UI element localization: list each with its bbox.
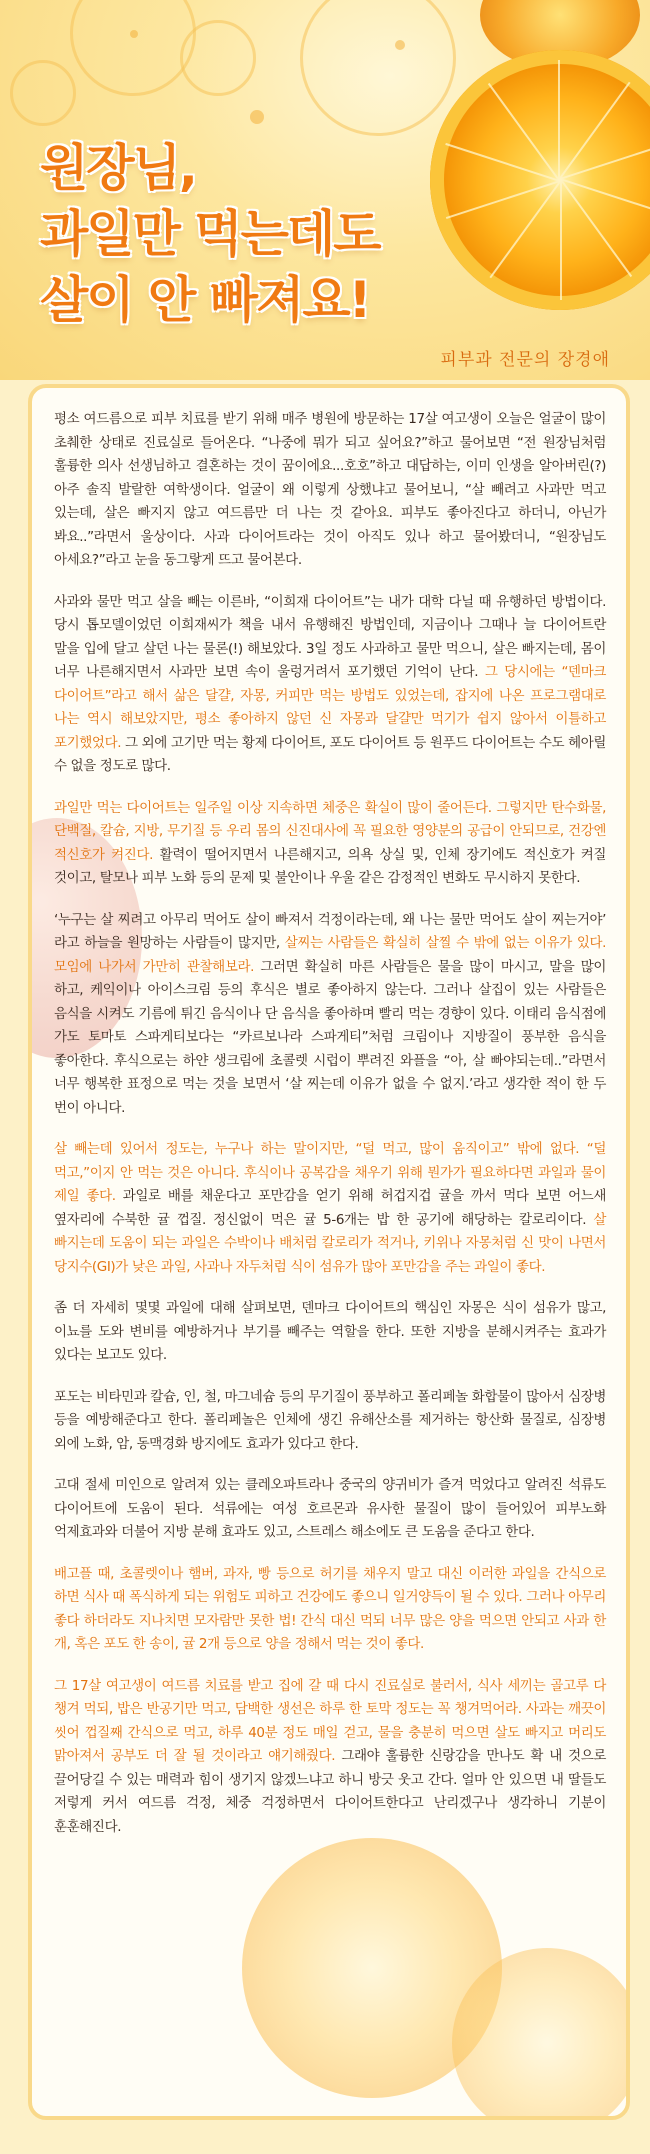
swirl-decoration: [300, 0, 456, 136]
highlighted-text: 그 당시에는 “덴마크 다이어트”라고 해서 삶은 달걀, 자몽, 커피만 먹는 방법도 있었는데, 잡지에 나온 프로그램대로 나는 역시 해보았지만, 평소 좋아하지 않던 신 자몽과 달걀만 먹기가 쉽지 않아서 이틀하고 포기했었다.: [54, 664, 606, 751]
page-title: [40, 135, 380, 333]
highlighted-text: 살 빠지는데 도움이 되는 과일은 수박이나 배처럼 칼로리가 적거나, 키위나 자몽처럼 신 맛이 나면서 당지수(GI)가 낮은 과일, 사과나 자두처럼 식이 섬유가 많아 포만감을 주는 과일이 좋다.: [54, 1211, 606, 1275]
highlighted-text: 과일만 먹는 다이어트는 일주일 이상 지속하면 체중은 확실이 많이 줄어든다. 그렇지만 탄수화물, 단백질, 칼슘, 지방, 무기질 등 우리 몸의 신진대사에 꼭 필요한 영양분의 공급이 안되므로, 건강엔 적신호가 켜진다.: [54, 799, 606, 863]
title-line-1: 원장님,: [40, 139, 196, 197]
highlighted-text: 살찌는 사람들은 확실히 살찔 수 밖에 없는 이유가 있다. 모임에 나가서 가만히 관찰해보라.: [54, 935, 607, 975]
paragraph-text: 포도는 비타민과 칼슘, 인, 철, 마그네슘 등의 무기질이 풍부하고 폴리페놀 화합물이 많아서 심장병 등을 예방해준다고 한다. 폴리페놀은 인체에 생긴 유해산소를 제거하는 항산화 물질로, 심장병 외에 노화, 암, 동맥경화 방지에도 효과가 있다고 한다.: [54, 1388, 606, 1452]
paragraph-text: 그러면 확실히 마른 사람들은 물을 많이 마시고, 말을 많이 하고, 케익이나 아이스크림 등의 후식은 별로 좋아하지 않는다. 그러나 살집이 있는 사람들은 음식을 시켜도 기름에 튀긴 음식이나 단 음식을 좋아하며 빨리 먹는 경향이 있다. 이태리 음식점에 가도 토마토 스파게티보다는 “카르보나라 스파게티”처럼 크림이나 지방질이 풍부한 음식을 좋아한다. 후식으로는 하얀 생크림에 초콜렛 시럽이 뿌려진 와플을 “아, 살 빠야되는데..”라면서 너무 행복한 표정으로 먹는 것을 보면서 ‘살 찌는데 이유가 없을 수 없지.’라고 생각한 적이 한 두 번이 아니다.: [54, 958, 607, 1116]
paragraph: [54, 1474, 606, 1545]
swirl-decoration: [180, 20, 256, 96]
header-banner: [0, 0, 650, 380]
swirl-decoration: [10, 60, 76, 126]
author-byline: 피부과 전문의 장경애: [440, 350, 610, 370]
paragraph-text: ‘누구는 살 찌려고 아무리 먹어도 살이 빠져서 걱정이라는데, 왜 나는 물만 먹어도 살이 찌는거야’ 라고 하늘을 원망하는 사람들이 많지만,: [54, 911, 606, 951]
paragraph: [54, 1563, 606, 1657]
paragraph: [54, 1386, 606, 1457]
highlighted-text: 그 17살 여고생이 여드름 치료를 받고 집에 갈 때 다시 진료실로 불러서, 식사 세끼는 골고루 다 챙겨 먹되, 밥은 반공기만 먹고, 담백한 생선은 하루 한 토막 정도는 꼭 챙겨먹어라. 사과는 깨끗이 씻어 껍질째 간식으로 먹고, 하루 40분 정도 매일 걷고, 물을 충분히 먹으면 살도 빠지고 머리도 맑아져서 공부도 더 잘 될 것이라고 얘기해줬다.: [54, 1677, 606, 1764]
paragraph: [54, 909, 606, 1121]
paragraph-text: 활력이 떨어지면서 나른해지고, 의욕 상실 및, 인체 장기에도 적신호가 켜질 것이고, 탈모나 피부 노화 등의 문제 및 불안이나 우울 같은 감정적인 변화도 무시하지 못한다.: [54, 846, 606, 886]
dot-decoration: [250, 110, 264, 124]
paragraph: [54, 1297, 606, 1368]
paragraph-text: 좀 더 자세히 몇몇 과일에 대해 살펴보면, 덴마크 다이어트의 핵심인 자몽은 식이 섬유가 많고, 이뇨를 도와 변비를 예방하거나 부기를 빼주는 역할을 한다. 또한 지방을 분해시켜주는 효과가 있다는 보고도 있다.: [54, 1300, 606, 1363]
title-line-2: 과일만 먹는데도: [40, 205, 380, 263]
paragraph-text: 그 외에 고기만 먹는 황제 다이어트, 포도 다이어트 등 원푸드 다이어트는 수도 헤아릴 수 없을 정도로 많다.: [54, 734, 606, 774]
paragraph-text: 사과와 물만 먹고 살을 빼는 이른바, “이희재 다이어트”는 내가 대학 다닐 때 유행하던 방법이다. 당시 톱모델이었던 이희재씨가 책을 내서 유행해진 방법인데, 지금이나 그때나 늘 다이어트란 말을 입에 달고 살던 나는 물론(!) 해보았다. 3일 정도 사과하고 물만 먹으니, 살은 빠지는데, 몸이 너무 나른해지면서 사과만 보면 속이 울렁거려서 포기했던 기억이 난다.: [54, 593, 606, 680]
paragraph-text: 그래야 훌륭한 신랑감을 만나도 확 내 것으로 끌어당길 수 있는 매력과 힘이 생기지 않겠느냐고 하니 방긋 웃고 간다. 얼마 안 있으면 내 딸들도 저렇게 커서 여드름 걱정, 체중 걱정하면서 다이어트한다고 난리겠구나 생각하니 기분이 훈훈해진다.: [54, 1748, 606, 1835]
highlighted-text: 배고플 때, 초콜렛이나 햄버, 과자, 빵 등으로 허기를 채우지 말고 대신 이러한 과일을 간식으로 하면 식사 때 폭식하게 되는 위험도 피하고 건강에도 좋으니 일거양득이 될 수 있다. 그러나 아무리 좋다 하더라도 지나치면 모자람만 못한 법! 간식 대신 먹되 너무 많은 양을 먹으면 안되고 사과 한 개, 혹은 포도 한 송이, 귤 2개 등으로 양을 정해서 먹는 것이 좋다.: [54, 1565, 606, 1652]
swirl-decoration: [70, 0, 196, 96]
dot-decoration: [395, 40, 405, 50]
title-line-3: 살이 안 빠져요!: [40, 271, 370, 329]
paragraph-text: 고대 절세 미인으로 알려져 있는 클레오파트라나 중국의 양귀비가 즐겨 먹었다고 알려진 석류도 다이어트에 도움이 된다. 석류에는 여성 호르몬과 유사한 물질이 많이 들어있어 피부노화 억제효과와 더불어 지방 분해 효과도 있고, 스트레스 해소에도 큰 도움을 준다고 한다.: [54, 1477, 606, 1540]
paragraph: [54, 591, 606, 779]
paragraph-text: 평소 여드름으로 피부 치료를 받기 위해 매주 병원에 방문하는 17살 여고생이 오늘은 얼굴이 많이 초췌한 상태로 진료실로 들어온다. “나중에 뭐가 되고 싶어요?”하고 물어보면 “전 원장님처럼 훌륭한 의사 선생님하고 결혼하는 것이 꿈이에요...호호”하고 대답하는, 이미 인생을 알아버린(?) 아주 솔직 발랄한 여학생이다. 얼굴이 왜 이렇게 상했냐고 물어보니, “살 빼려고 사과만 먹고 있는데, 살은 빠지지 않고 여드름만 더 나는 것 같아요. 피부도 좋아진다고 하더니, 아닌가 봐요..”라면서 울상이다. 사과 다이어트라는 것이 아직도 있나 하고 물어봤더니, “원장님도 아세요?”라고 눈을 동그랗게 뜨고 물어본다.: [54, 411, 606, 568]
orange-half-image: [430, 50, 650, 310]
paragraph: [54, 408, 606, 573]
paragraph: [54, 797, 606, 891]
paragraph-text: 과일로 배를 채운다고 포만감을 얻기 위해 허겁지겁 귤을 까서 먹다 보면 어느새 옆자리에 수북한 귤 껍질. 정신없이 먹은 귤 5-6개는 밥 한 공기에 해당하는 칼로리이다.: [54, 1188, 606, 1228]
paragraph: [54, 1138, 606, 1279]
article-body: [28, 384, 630, 2120]
paragraph: [54, 1675, 606, 1840]
highlighted-text: 살 빼는데 있어서 정도는, 누구나 하는 말이지만, “덜 먹고, 많이 움직이고” 밖에 없다. “덜 먹고,”이지 안 먹는 것은 아니다. 후식이나 공복감을 채우기 위해 뭔가가 필요하다면 과일과 물이 제일 좋다.: [54, 1141, 606, 1204]
dot-decoration: [130, 30, 138, 38]
